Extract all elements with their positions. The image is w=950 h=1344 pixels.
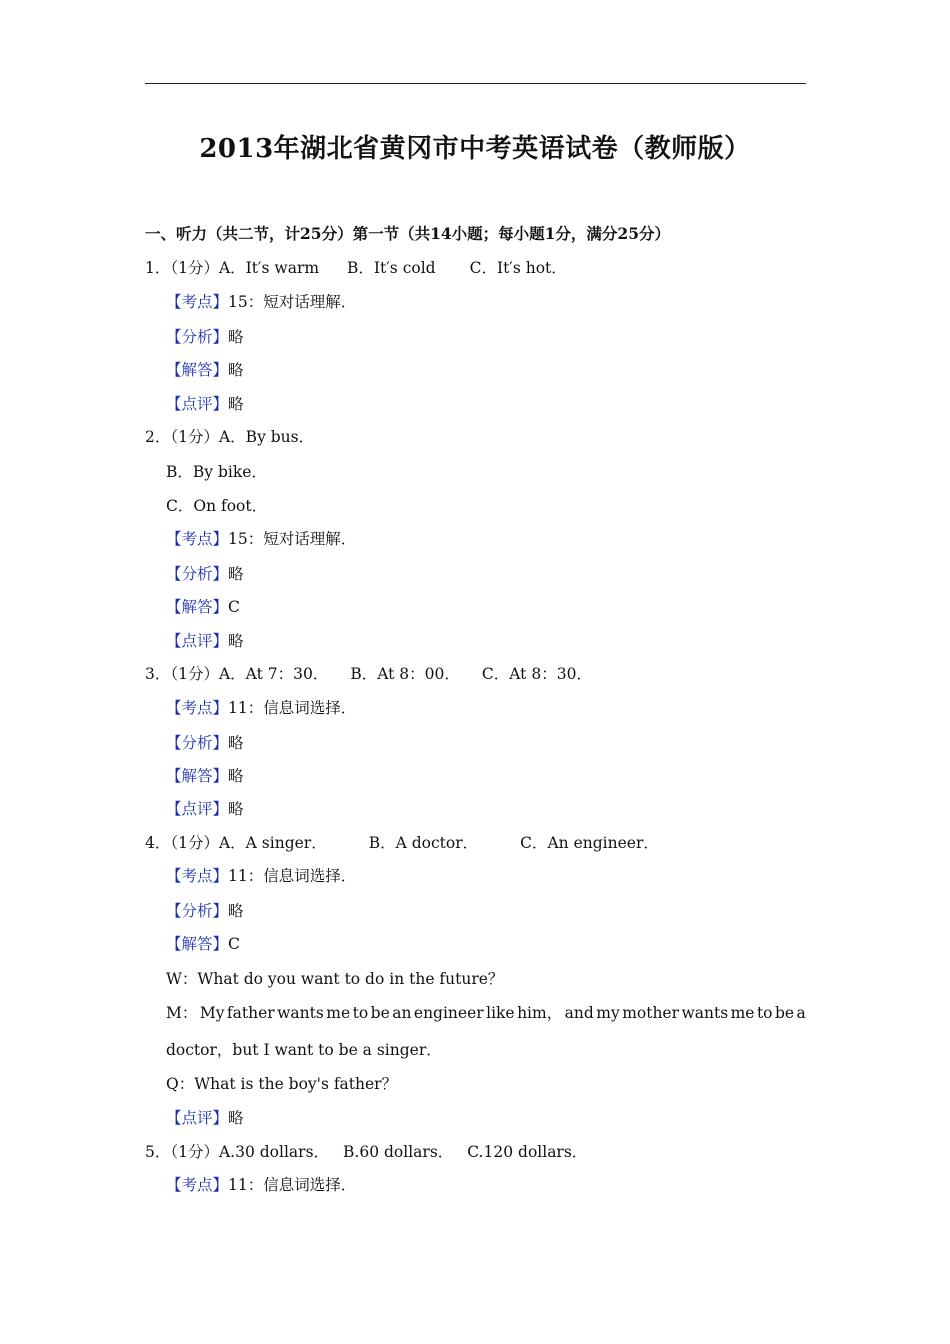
option-a: A．By bus． — [218, 428, 315, 446]
dialogue-q: Q：What is the boy's father？ — [166, 1075, 398, 1093]
option-b: B.60 dollars． — [343, 1143, 454, 1161]
jieda-2: 【解答】C — [166, 598, 240, 616]
dianping-1: 【点评】略 — [166, 395, 244, 413]
option-c: C．At 8：30． — [481, 665, 592, 683]
option-c: C．On foot． — [166, 497, 268, 515]
section-heading: 一、听力（共二节，计25分）第一节（共14小题；每小题1分，满分25分） — [145, 224, 670, 243]
dialogue-m: M： My father wants me to be an engineer like him， and my mother wants me to be a — [166, 1004, 806, 1022]
kaodian-3: 【考点】11：信息词选择． — [166, 699, 357, 717]
jieda-4: 【解答】C — [166, 935, 240, 953]
option-a: A．A singer． — [218, 834, 327, 852]
fenxi-3: 【分析】略 — [166, 734, 244, 752]
question-1: 1．（1分）A．It′s warm B．It′s cold C．It′s hot． — [145, 259, 567, 277]
jieda-1: 【解答】略 — [166, 361, 244, 379]
dialogue-m-cont: doctor，but I want to be a singer． — [166, 1041, 442, 1059]
question-4: 4．（1分）A．A singer． B．A doctor． C．An engineer． — [145, 834, 659, 852]
dianping-3: 【点评】略 — [166, 800, 244, 818]
option-b: B．It′s cold — [347, 259, 436, 277]
header-rule — [145, 83, 806, 84]
question-5: 5．（1分）A.30 dollars． B.60 dollars． C.120 dollars． — [145, 1143, 588, 1161]
option-b: B．By bike． — [166, 463, 267, 481]
question-2: 2．（1分）A．By bus． — [145, 428, 315, 446]
dianping-4: 【点评】略 — [166, 1109, 244, 1127]
option-b: B．At 8：00． — [350, 665, 460, 683]
question-3: 3．（1分）A．At 7：30． B．At 8：00． C．At 8：30． — [145, 665, 592, 683]
kaodian-5: 【考点】11：信息词选择． — [166, 1176, 357, 1194]
option-b: B．A doctor． — [368, 834, 479, 852]
option-a: A．It′s warm — [218, 259, 320, 277]
page-title: 2013年湖北省黄冈市中考英语试卷（教师版） — [199, 134, 751, 164]
dianping-2: 【点评】略 — [166, 632, 244, 650]
option-a: A．At 7：30． — [218, 665, 329, 683]
dialogue-w: W：What do you want to do in the future？ — [166, 970, 504, 988]
fenxi-1: 【分析】略 — [166, 328, 244, 346]
option-c: C.120 dollars． — [467, 1143, 588, 1161]
option-a: A.30 dollars． — [218, 1143, 330, 1161]
kaodian-1: 【考点】15：短对话理解． — [166, 293, 357, 311]
kaodian-2: 【考点】15：短对话理解． — [166, 530, 357, 548]
fenxi-4: 【分析】略 — [166, 902, 244, 920]
jieda-3: 【解答】略 — [166, 767, 244, 785]
option-c: C．An engineer． — [520, 834, 659, 852]
kaodian-4: 【考点】11：信息词选择． — [166, 867, 357, 885]
fenxi-2: 【分析】略 — [166, 565, 244, 583]
option-c: C．It′s hot． — [469, 259, 567, 277]
